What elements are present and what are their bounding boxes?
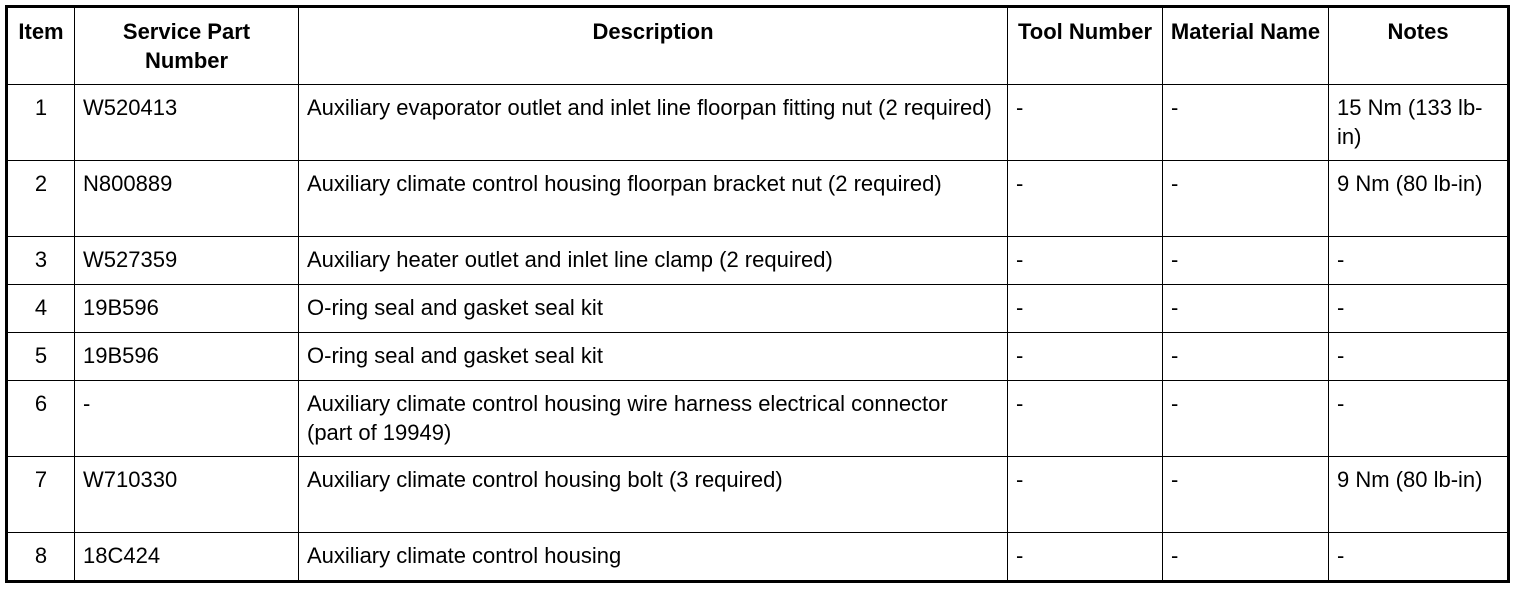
cell-item: 7: [7, 457, 75, 533]
cell-tool-number: -: [1008, 285, 1163, 333]
cell-notes: -: [1329, 381, 1509, 457]
cell-description: O-ring seal and gasket seal kit: [299, 333, 1008, 381]
cell-material-name: -: [1163, 533, 1329, 582]
cell-part-number: 18C424: [75, 533, 299, 582]
cell-material-name: -: [1163, 381, 1329, 457]
cell-part-number: 19B596: [75, 285, 299, 333]
header-service-part-number: Service Part Number: [75, 7, 299, 85]
cell-material-name: -: [1163, 457, 1329, 533]
table-row: [7, 285, 1509, 333]
cell-item: 6: [7, 381, 75, 457]
cell-tool-number: -: [1008, 457, 1163, 533]
cell-notes: -: [1329, 285, 1509, 333]
cell-part-number: W710330: [75, 457, 299, 533]
cell-material-name: -: [1163, 85, 1329, 161]
cell-notes: -: [1329, 533, 1509, 582]
header-tool-number: Tool Number: [1008, 7, 1163, 85]
cell-notes: -: [1329, 333, 1509, 381]
cell-notes: 9 Nm (80 lb-in): [1329, 457, 1509, 533]
parts-table-container: [5, 5, 1510, 583]
table-row: [7, 237, 1509, 285]
cell-description: Auxiliary climate control housing bolt (3 required): [299, 457, 1008, 533]
header-description: Description: [299, 7, 1008, 85]
cell-material-name: -: [1163, 285, 1329, 333]
cell-item: 5: [7, 333, 75, 381]
cell-item: 8: [7, 533, 75, 582]
cell-description: O-ring seal and gasket seal kit: [299, 285, 1008, 333]
cell-description: Auxiliary climate control housing: [299, 533, 1008, 582]
header-item: Item: [7, 7, 75, 85]
cell-material-name: -: [1163, 333, 1329, 381]
cell-material-name: -: [1163, 237, 1329, 285]
cell-part-number: W527359: [75, 237, 299, 285]
cell-description: Auxiliary climate control housing wire harness electrical connector (part of 19949): [299, 381, 1008, 457]
cell-notes: 9 Nm (80 lb-in): [1329, 161, 1509, 237]
header-material-name: Material Name: [1163, 7, 1329, 85]
cell-item: 4: [7, 285, 75, 333]
table-row: [7, 85, 1509, 161]
cell-tool-number: -: [1008, 381, 1163, 457]
cell-description: Auxiliary heater outlet and inlet line clamp (2 required): [299, 237, 1008, 285]
cell-material-name: -: [1163, 161, 1329, 237]
table-header-row: [7, 7, 1509, 85]
cell-notes: 15 Nm (133 lb-in): [1329, 85, 1509, 161]
cell-item: 3: [7, 237, 75, 285]
cell-description: Auxiliary climate control housing floorpan bracket nut (2 required): [299, 161, 1008, 237]
table-row: [7, 161, 1509, 237]
table-row: [7, 457, 1509, 533]
cell-item: 2: [7, 161, 75, 237]
cell-tool-number: -: [1008, 333, 1163, 381]
table-row: [7, 533, 1509, 582]
parts-table: [5, 5, 1510, 583]
cell-tool-number: -: [1008, 533, 1163, 582]
cell-notes: -: [1329, 237, 1509, 285]
cell-tool-number: -: [1008, 85, 1163, 161]
cell-part-number: N800889: [75, 161, 299, 237]
cell-tool-number: -: [1008, 237, 1163, 285]
cell-part-number: 19B596: [75, 333, 299, 381]
cell-part-number: W520413: [75, 85, 299, 161]
cell-part-number: -: [75, 381, 299, 457]
cell-description: Auxiliary evaporator outlet and inlet line floorpan fitting nut (2 required): [299, 85, 1008, 161]
table-row: [7, 381, 1509, 457]
cell-tool-number: -: [1008, 161, 1163, 237]
table-row: [7, 333, 1509, 381]
header-notes: Notes: [1329, 7, 1509, 85]
cell-item: 1: [7, 85, 75, 161]
